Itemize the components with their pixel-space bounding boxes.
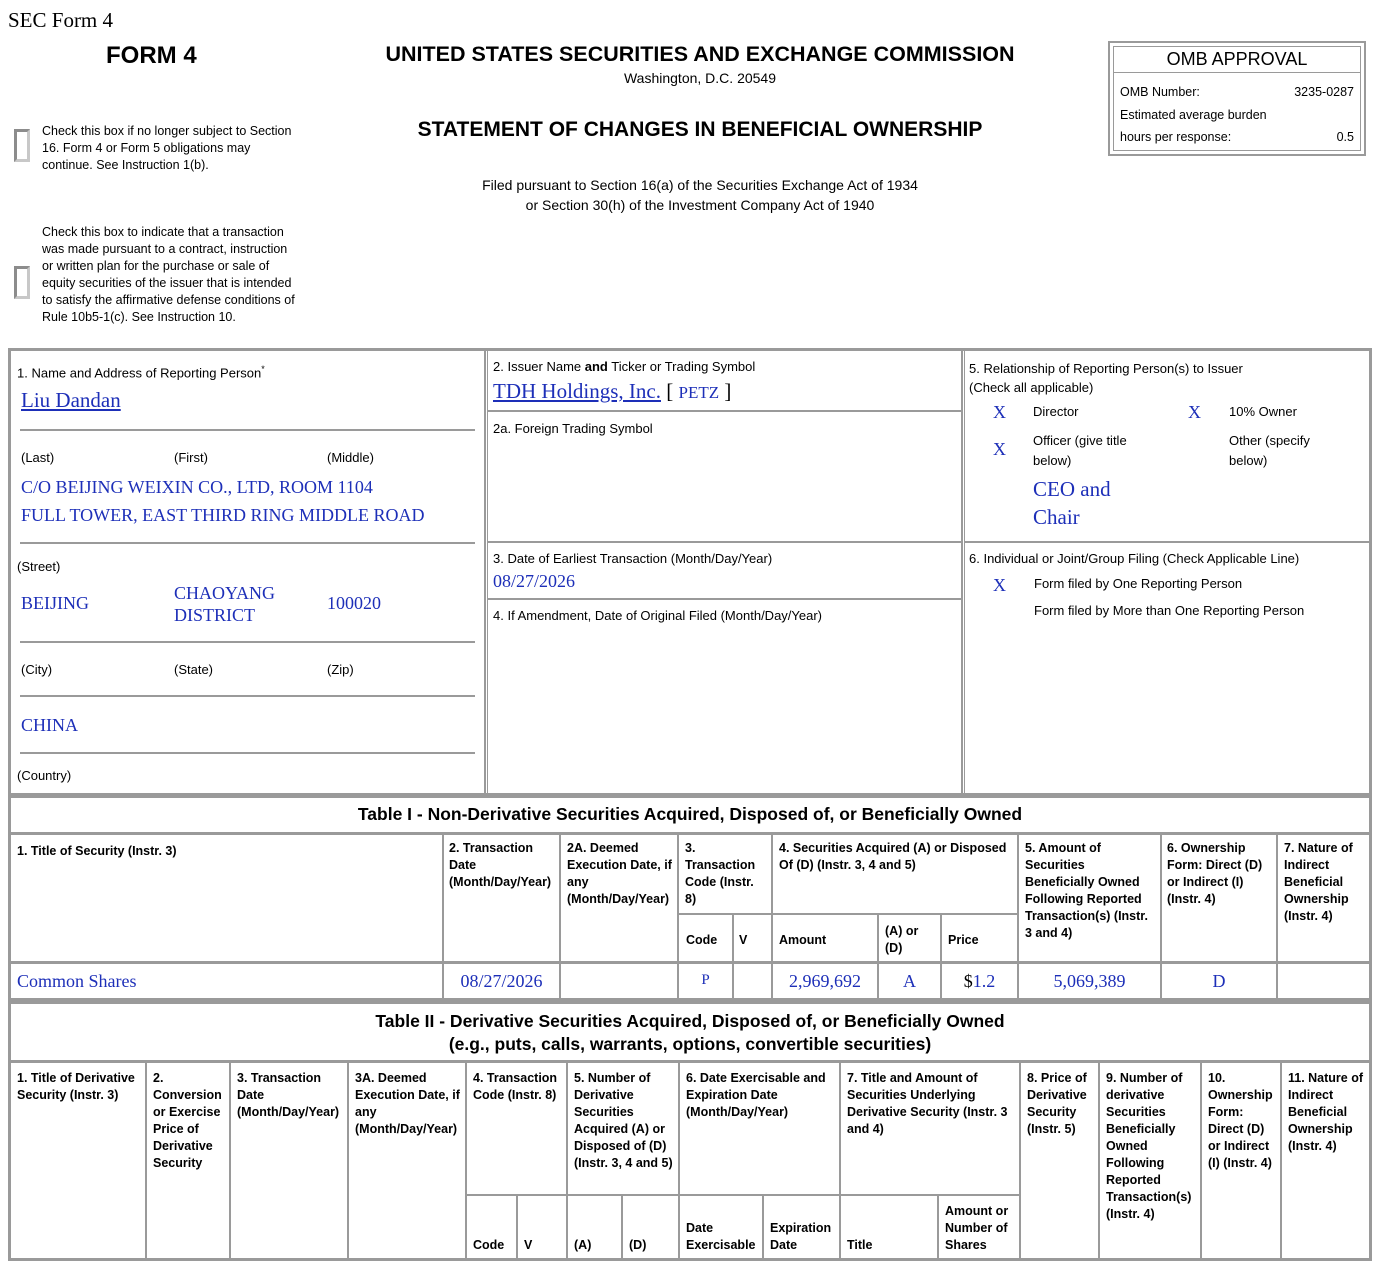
officer-title: CEO and Chair (1033, 477, 1111, 529)
t2-col2-header: 2. Conversion or Exercise Price of Derivative Security (153, 1071, 222, 1170)
country-label: (Country) (17, 768, 72, 783)
more-person-label: Form filed by More than One Reporting Person (1034, 603, 1305, 618)
filing-label: 6. Individual or Joint/Group Filing (Check Applicable Line) (969, 551, 1300, 566)
omb-burden-label-2: hours per response: (1120, 130, 1232, 144)
t1-row-form: D (1212, 971, 1226, 991)
other-label: Other (specify below) (1229, 433, 1310, 468)
earliest-transaction-date: 08/27/2026 (493, 571, 576, 591)
t1-row-amount: 2,969,692 (789, 971, 861, 991)
t2-sub-date-exercisable: Date Exercisable (686, 1221, 756, 1252)
zip-value: 100020 (327, 593, 381, 613)
t1-col7-header: 7. Nature of Indirect Beneficial Ownership (Instr. 4) (1284, 841, 1353, 923)
state-value: CHAOYANG DISTRICT (174, 583, 276, 625)
amendment-label: 4. If Amendment, Date of Original Filed (Month/Day/Year) (493, 608, 823, 623)
form-title: FORM 4 (106, 42, 197, 69)
t1-sub-v: V (739, 933, 748, 947)
checkbox2-text: Check this box to indicate that a transaction was made pursuant to a contract, instruction or written plan for the purchase or sale of equity securities of the issuer that is intended to satisfy the affirmative defense conditions of Rule 10b5-1(c). See Instruction 10. (42, 225, 295, 324)
last-label: (Last) (21, 450, 55, 465)
t1-col3-header: 3. Transaction Code (Instr. 8) (685, 841, 756, 906)
t1-sub-amount: Amount (779, 933, 827, 947)
t1-row-price: $1.2 (963, 971, 996, 991)
earliest-transaction-label: 3. Date of Earliest Transaction (Month/Day/Year) (493, 551, 773, 566)
t2-col9-header: 9. Number of derivative Securities Beneficially Owned Following Reported Transaction(s) (Instr. 4) (1106, 1071, 1192, 1221)
first-label: (First) (174, 450, 208, 465)
t2-col6-header: 6. Date Exercisable and Expiration Date (Month/Day/Year) (686, 1071, 826, 1119)
t2-col8-header: 8. Price of Derivative Security (Instr. 5) (1027, 1071, 1087, 1136)
filed-pursuant (300, 175, 1100, 215)
no-longer-subject-checkbox[interactable] (14, 129, 30, 162)
t2-sub-a: (A) (574, 1238, 592, 1252)
table-2-title: Table II - Derivative Securities Acquired, Disposed of, or Beneficially Owned (e.g., puts, calls, warrants, options, convertible securities) (375, 1011, 1005, 1054)
table-1-title: Table I - Non-Derivative Securities Acquired, Disposed of, or Beneficially Owned (357, 804, 1023, 824)
t2-col4-header: 4. Transaction Code (Instr. 8) (473, 1071, 558, 1102)
t1-col5-header: 5. Amount of Securities Beneficially Owned Following Reported Transaction(s) (Instr. 3 and 4) (1025, 841, 1148, 940)
t1-col2-header: 2. Transaction Date (Month/Day/Year) (449, 841, 552, 889)
t2-sub-d: (D) (629, 1238, 647, 1252)
t2-col11-header: 11. Nature of Indirect Beneficial Ownership (Instr. 4) (1288, 1071, 1364, 1153)
country-value: CHINA (21, 715, 78, 735)
sec-form-label: SEC Form 4 (8, 8, 114, 32)
one-person-label: Form filed by One Reporting Person (1034, 576, 1243, 591)
t1-row-date: 08/27/2026 (460, 971, 543, 991)
omb-number-value: 3235-0287 (1294, 85, 1354, 99)
t2-sub-expiration-date: Expiration Date (770, 1221, 832, 1252)
statement-title: STATEMENT OF CHANGES IN BENEFICIAL OWNERSHIP (417, 118, 983, 141)
director-check-mark: X (993, 402, 1006, 422)
checkbox1-text: Check this box if no longer subject to Section 16. Form 4 or Form 5 obligations may continue. See Instruction 1(b). (42, 124, 292, 172)
omb-number-label: OMB Number: (1120, 85, 1200, 99)
t1-sub-ad: (A) or (D) (885, 924, 919, 955)
ten-percent-owner-check-mark: X (1188, 402, 1201, 422)
zip-label: (Zip) (327, 662, 354, 677)
city-value: BEIJING (21, 593, 89, 613)
filed-line-2: or Section 30(h) of the Investment Company Act of 1940 (525, 197, 875, 213)
t1-col4-header: 4. Securities Acquired (A) or Disposed Of (D) (Instr. 3, 4 and 5) (779, 841, 1007, 872)
street-label: (Street) (17, 559, 61, 574)
issuer-name-link[interactable]: TDH Holdings, Inc. (493, 379, 661, 403)
filed-line-1: Filed pursuant to Section 16(a) of the Securities Exchange Act of 1934 (482, 177, 918, 193)
street-line-1: C/O BEIJING WEIXIN CO., LTD, ROOM 1104 (21, 477, 373, 497)
t1-col1-header: 1. Title of Security (Instr. 3) (17, 844, 177, 858)
t2-col3a-header: 3A. Deemed Execution Date, if any (Month/Day/Year) (355, 1071, 460, 1136)
issuer-name-row: TDH Holdings, Inc. [ PETZ ] (493, 379, 732, 403)
agency-city: Washington, D.C. 20549 (623, 70, 776, 86)
director-label: Director (1033, 404, 1079, 419)
omb-box (1108, 41, 1366, 156)
omb-title: OMB APPROVAL (1113, 46, 1361, 73)
t2-col3-header: 3. Transaction Date (Month/Day/Year) (237, 1071, 340, 1119)
t1-row-ad: A (903, 971, 916, 991)
ten-percent-owner-label: 10% Owner (1229, 404, 1297, 419)
agency-title: UNITED STATES SECURITIES AND EXCHANGE COMMISSION (385, 42, 1015, 66)
middle-label: (Middle) (327, 450, 374, 465)
t1-sub-code: Code (686, 933, 718, 947)
t2-sub-amount-shares: Amount or Number of Shares (945, 1204, 1009, 1252)
issuer-label: 2. Issuer Name and Ticker or Trading Symbol (493, 359, 756, 374)
t2-sub-code: Code (473, 1238, 505, 1252)
officer-check-mark: X (993, 439, 1006, 459)
t1-row-title: Common Shares (17, 971, 137, 991)
t1-sub-price: Price (948, 933, 979, 947)
t2-sub-v: V (524, 1238, 533, 1252)
t1-row-code: P (701, 972, 710, 988)
omb-burden-label-1: Estimated average burden (1120, 108, 1267, 122)
t2-col7-header: 7. Title and Amount of Securities Underlying Derivative Security (Instr. 3 and 4) (847, 1071, 1008, 1136)
foreign-symbol-label: 2a. Foreign Trading Symbol (493, 421, 653, 436)
state-label: (State) (174, 662, 214, 677)
t1-col6-header: 6. Ownership Form: Direct (D) or Indirect (I) (Instr. 4) (1167, 841, 1263, 906)
street-line-2: FULL TOWER, EAST THIRD RING MIDDLE ROAD (21, 505, 425, 525)
reporting-info-section (8, 348, 1372, 796)
omb-burden-value: 0.5 (1336, 130, 1354, 144)
rule-10b5-checkbox[interactable] (14, 266, 30, 299)
reporting-person-label: 1. Name and Address of Reporting Person* (17, 364, 265, 381)
one-person-check-mark: X (993, 575, 1006, 595)
relationship-label: 5. Relationship of Reporting Person(s) to Issuer (Check all applicable) (969, 361, 1243, 395)
city-label: (City) (21, 662, 53, 677)
ticker-symbol: PETZ (678, 383, 720, 402)
t2-col5-header: 5. Number of Derivative Securities Acquired (A) or Disposed of (D) (Instr. 3, 4 and 5) (574, 1071, 673, 1170)
officer-label: Officer (give title below) (1033, 433, 1127, 468)
t2-sub-title: Title (847, 1238, 873, 1252)
reporting-person-name-link[interactable]: Liu Dandan (21, 388, 121, 412)
t1-col2a-header: 2A. Deemed Execution Date, if any (Month/Day/Year) (567, 841, 672, 906)
t1-row-owned: 5,069,389 (1053, 971, 1126, 991)
t2-col10-header: 10. Ownership Form: Direct (D) or Indirect (I) (Instr. 4) (1208, 1071, 1273, 1170)
t2-col1-header: 1. Title of Derivative Security (Instr. 3) (17, 1071, 135, 1102)
